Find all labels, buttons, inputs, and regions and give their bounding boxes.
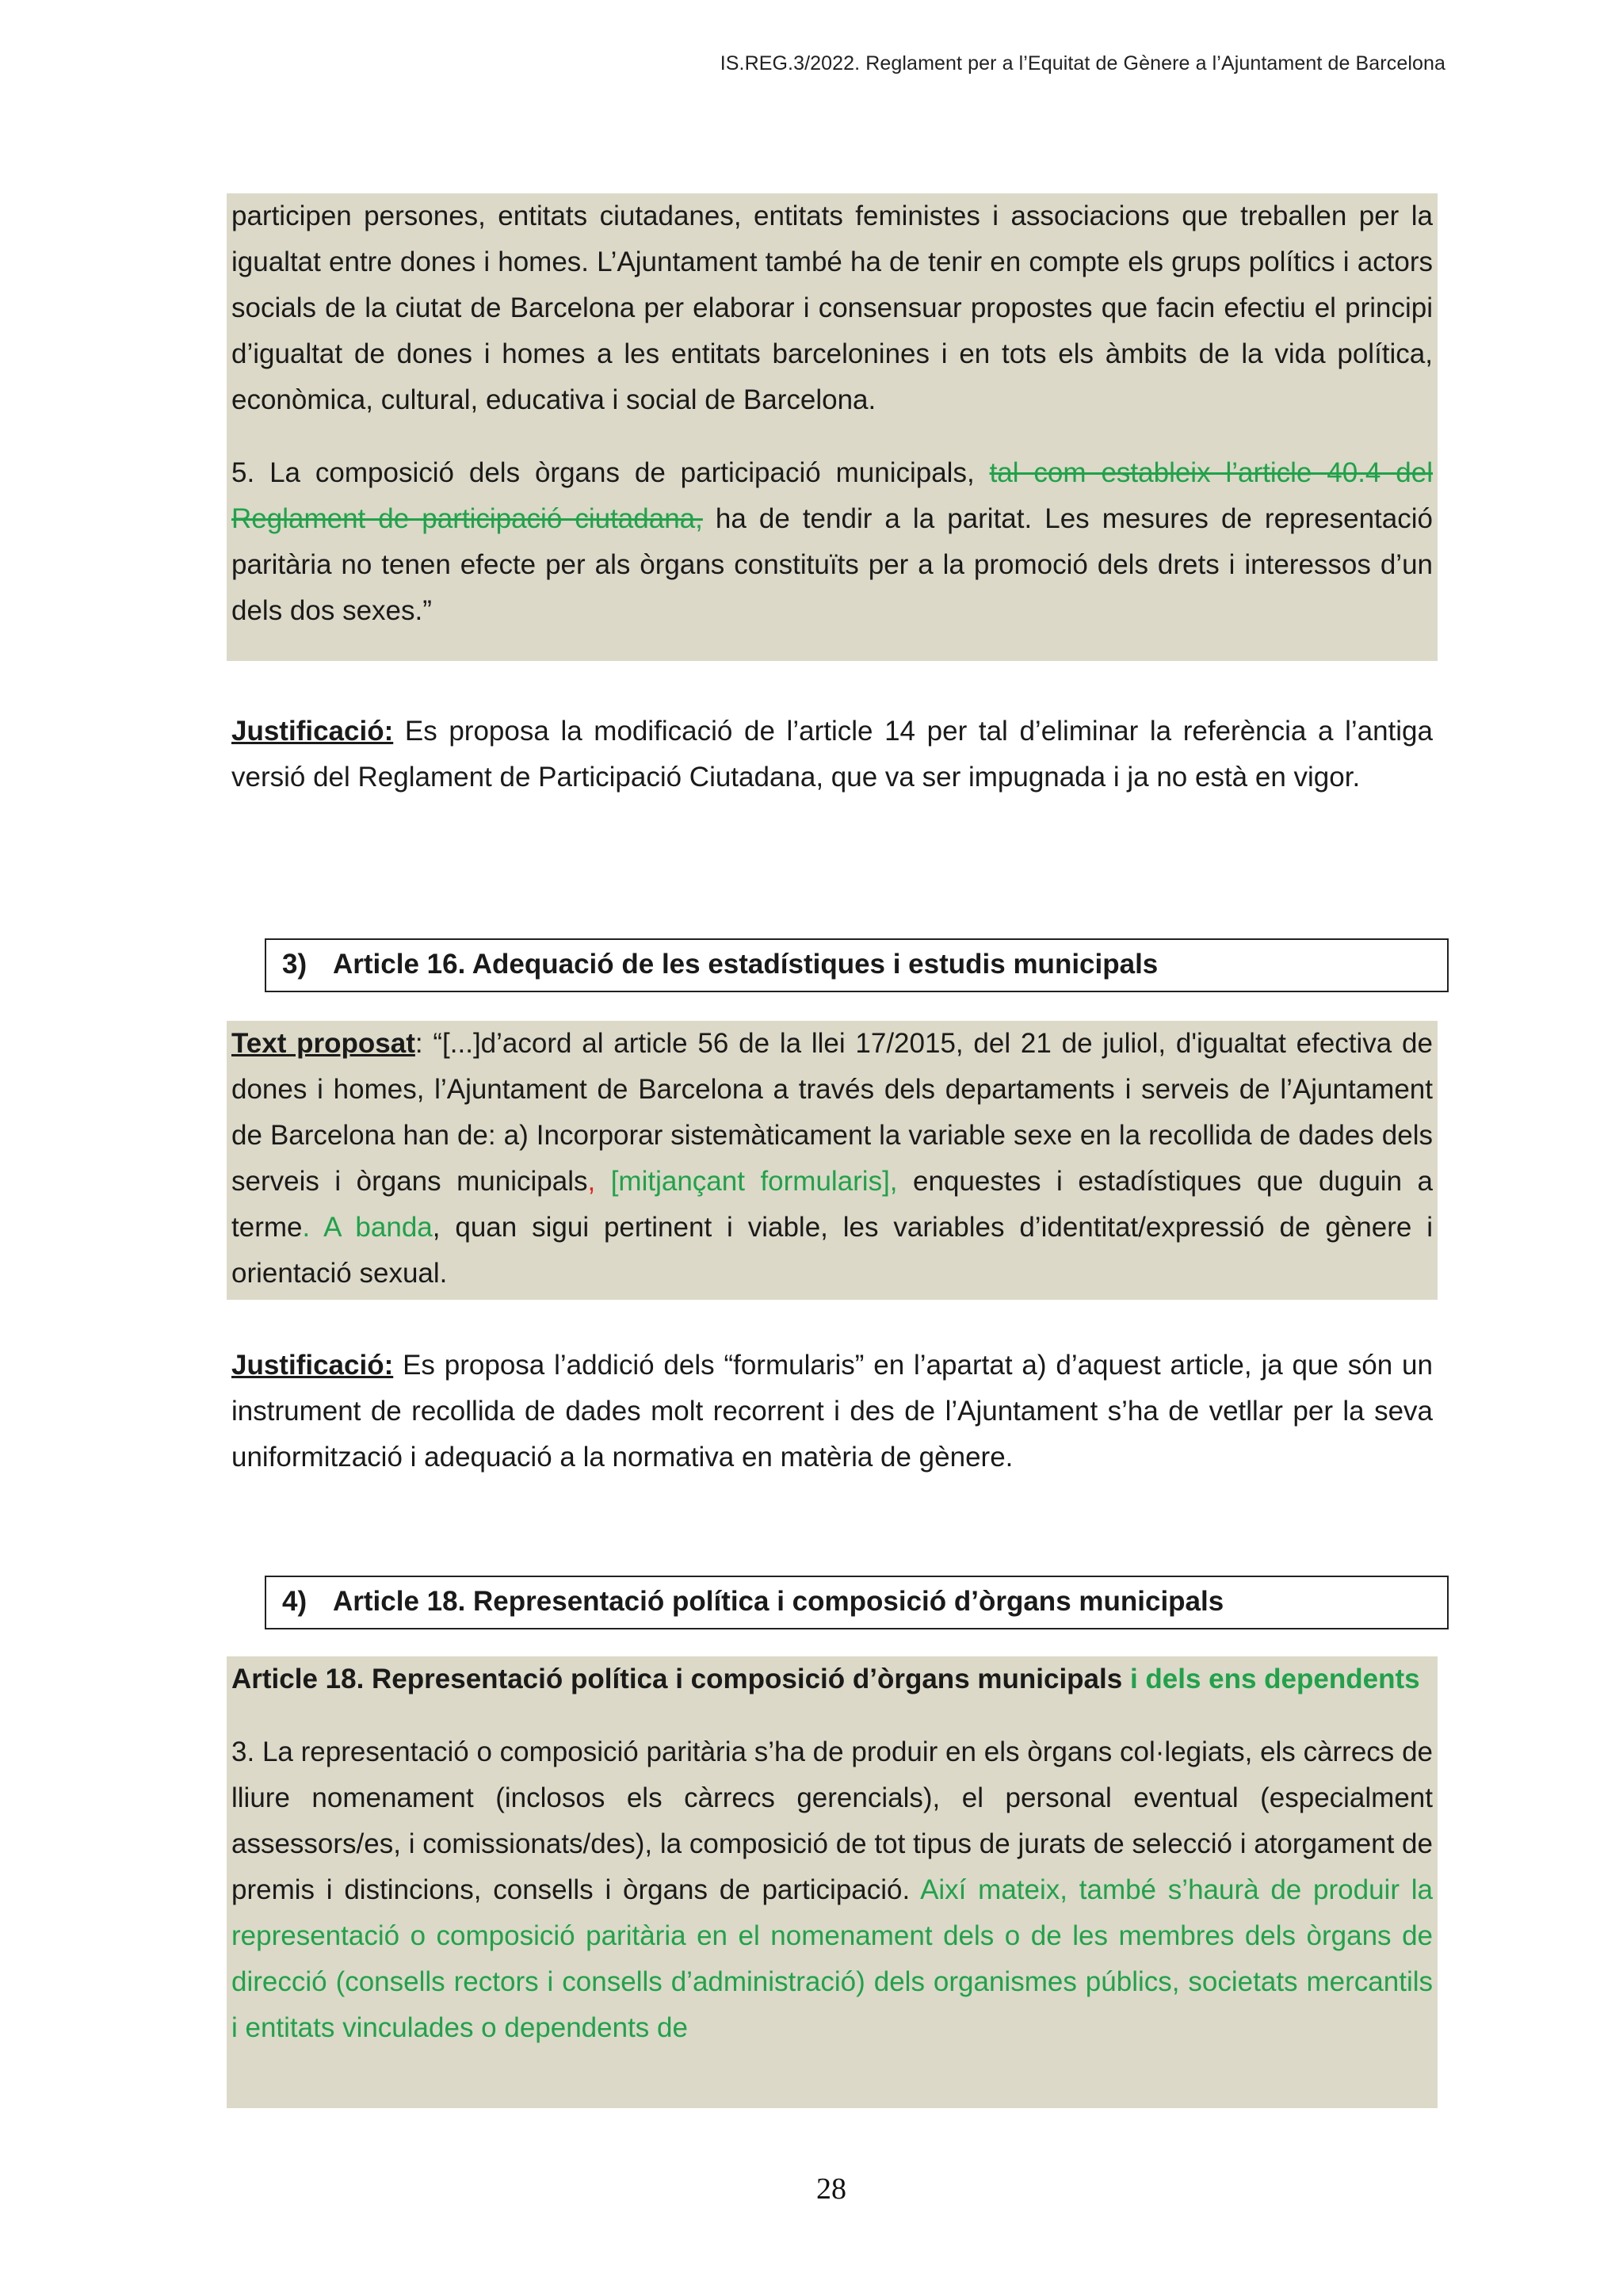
proposed-text-paragraph [231,1021,1433,1297]
point-3-text: 3. La representació o composició paritària s’ha de produir en els òrgans col·legiats, els càrrecs de lliure nomenament (inclosos els càrrecs gerencials), el personal eventual (especialment assessors/es, i comissionats/des), la composició de tot tipus de jurats de selecció i atorgament de premis i distincions, consells i òrgans de participació. [231,1736,1433,1905]
proposed-text-colon: : [414,1028,423,1059]
section-heading-3 [265,938,1449,992]
added-text-a-banda: . A banda [302,1212,433,1243]
section-title: Article 16. Adequació de les estadístiques i estudis municipals [333,949,1159,980]
page-number: 28 [816,2172,846,2206]
justification-article-14 [231,709,1433,800]
point-5-text-start: 5. La composició dels òrgans de participació municipals, [231,457,990,488]
proposed-text-part-c: , quan sigui pertinent i viable, les variables d’identitat/expressió de gènere i orientació sexual. [231,1212,1433,1289]
proposed-text-part-b: enquestes i estadístiques que duguin a terme [231,1166,1434,1243]
running-header: IS.REG.3/2022. Reglament per a l’Equitat de Gènere a l’Ajuntament de Barcelona [720,52,1445,74]
proposed-text-part-a: “[...]d’acord al article 56 de la llei 17/2015, del 21 de juliol, d'igualtat efectiva de dones i homes, l’Ajuntament de Barcelona a través dels departaments i serveis de l’Ajuntament de Barcelona han de: a) Incorporar sistemàticament la variable sexe en la recollida de dades dels serveis i òrgans municipals [231,1028,1433,1197]
shaded-text-block-article-14 [227,193,1438,661]
section-number: 4) [282,1586,307,1617]
justification-label: Justificació: [231,1350,394,1381]
deleted-text: tal com estableix l’article 40.4 del Reglament de participació ciutadana, [231,457,1433,534]
justification-text: Es proposa la modificació de l’article 14 per tal d’eliminar la referència a l’antiga versió del Reglament de Participació Ciutadana, que va ser impugnada i ja no està en vigor. [231,716,1433,793]
paragraph-participation: participen persones, entitats ciutadanes, entitats feministes i associacions que treballen per la igualtat entre dones i homes. L’Ajuntament també ha de tenir en compte els grups polítics i actors socials de la ciutat de Barcelona per elaborar i consensuar propostes que facin efectiu el principi d’igualtat de dones i homes a les entitats barcelonines i en tots els àmbits de la vida política, econòmica, cultural, educativa i social de Barcelona. [231,201,1433,415]
section-title: Article 18. Representació política i composició d’òrgans municipals [333,1586,1224,1617]
inserted-comma: , [587,1166,596,1197]
justification-text: Es proposa l’addició dels “formularis” en l’apartat a) d’aquest article, ja que són un instrument de recollida de dades molt recorrent i des de l’Ajuntament s’ha de vetllar per la seva uniformització i adequació a la normativa en matèria de gènere. [231,1350,1433,1473]
shaded-text-block-article-18 [227,1656,1438,2108]
section-number: 3) [282,949,307,980]
section-heading-4 [265,1576,1449,1629]
added-text-forms: [mitjançant formularis], [595,1166,898,1197]
justification-label: Justificació: [231,716,394,747]
article-18-title [231,1656,1433,1702]
shaded-text-block-article-16 [227,1021,1438,1300]
article-title-added: i dels ens dependents [1129,1664,1420,1694]
article-18-point-3 [231,1729,1433,2051]
point-3-added-text: Així mateix, també s’haurà de produir la representació o composició paritària en el nomenament dels o de les membres dels òrgans de direcció (consells rectors i consells d’administració) dels organismes públics, societats mercantils i entitats vinculades o dependents de [231,1874,1433,2043]
article-title-black: Article 18. Representació política i composició d’òrgans municipals [231,1664,1130,1694]
paragraph-point-5 [231,450,1433,634]
justification-article-16 [231,1343,1433,1480]
point-5-text-end: ha de tendir a la paritat. Les mesures de representació paritària no tenen efecte per als òrgans constituïts per a la promoció dels drets i interessos d’un dels dos sexes.” [231,503,1433,626]
proposed-text-label: Text proposat [231,1028,415,1059]
